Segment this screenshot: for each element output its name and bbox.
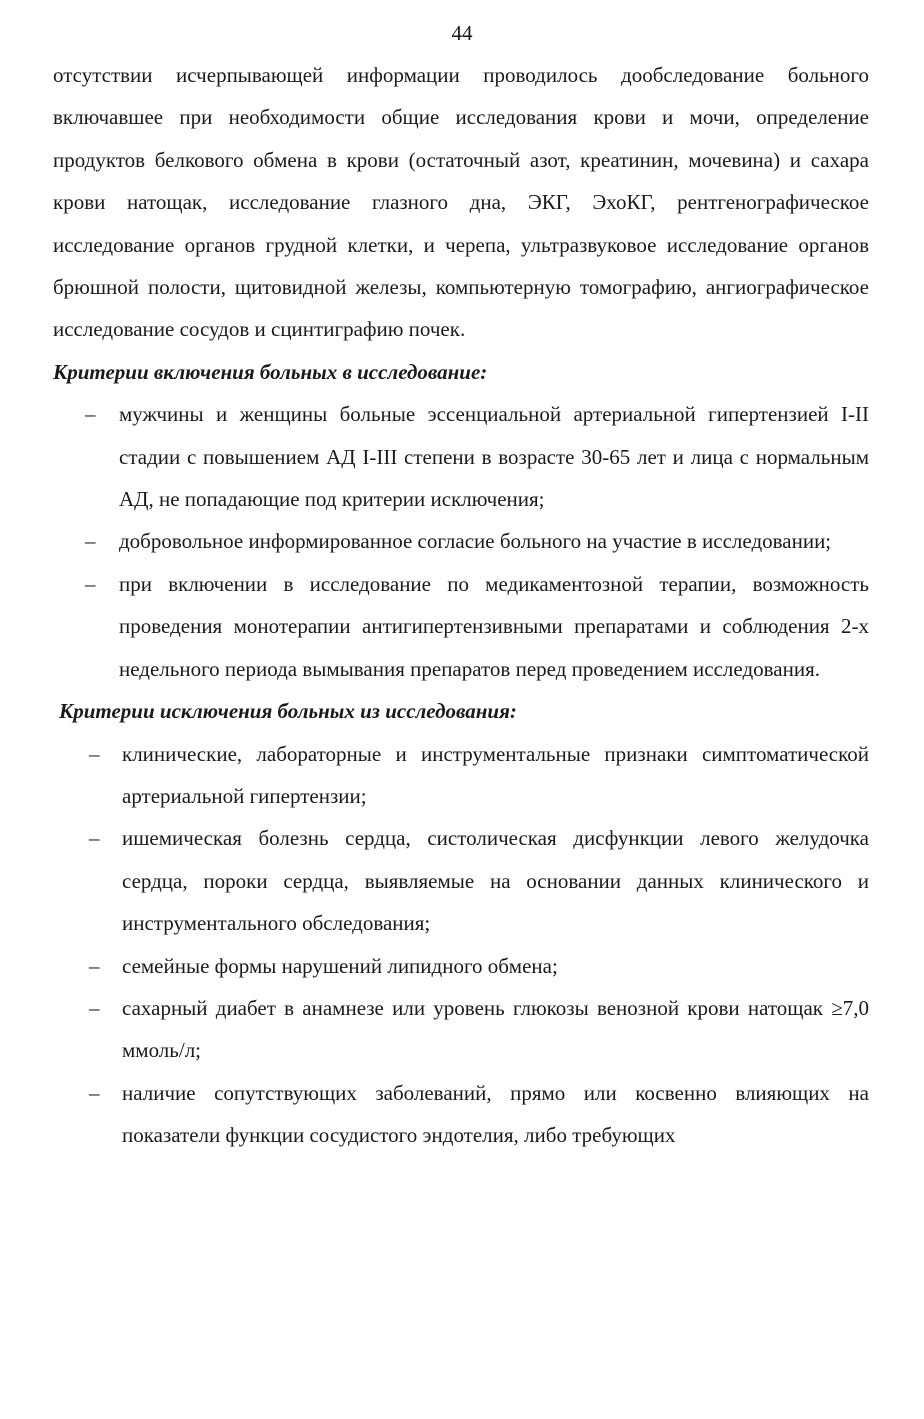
exclusion-criteria-heading: Критерии исключения больных из исследования: xyxy=(59,699,517,724)
list-item-text: сахарный диабет в анамнезе или уровень глюкозы венозной крови натощак ≥7,0 ммоль/л; xyxy=(122,995,869,1063)
list-item xyxy=(53,1072,869,1157)
inclusion-criteria-list xyxy=(53,393,869,690)
list-item xyxy=(53,817,869,944)
dash-bullet: – xyxy=(85,571,96,596)
list-item xyxy=(53,733,869,818)
list-item-text: мужчины и женщины больные эссенциальной артериальной гипертензией I-II стадии с повышением АД I-III степени в возрасте 30-65 лет и лица с нормальным АД, не попадающие под критерии исключения; xyxy=(119,402,869,512)
list-item-text: ишемическая болезнь сердца, систолическая дисфункции левого желудочка сердца, пороки сердца, выявляемые на основании данных клинического и инструментального обследования; xyxy=(122,826,869,936)
list-item xyxy=(53,945,869,987)
exclusion-criteria-list xyxy=(53,733,869,1157)
list-item xyxy=(53,563,869,690)
inclusion-criteria-heading: Критерии включения больных в исследование: xyxy=(53,359,488,384)
dash-bullet: – xyxy=(89,1080,100,1105)
dash-bullet: – xyxy=(85,529,96,554)
dash-bullet: – xyxy=(89,995,100,1020)
dash-bullet: – xyxy=(89,741,100,766)
page-number: 44 xyxy=(451,21,473,45)
page-body xyxy=(53,54,869,1157)
list-item-text: семейные формы нарушений липидного обмена; xyxy=(122,953,558,978)
list-item xyxy=(53,987,869,1072)
list-item-text: добровольное информированное согласие больного на участие в исследовании; xyxy=(119,529,832,554)
intro-paragraph: отсутствии исчерпывающей информации проводилось дообследование больного включавшее при необходимости общие исследования крови и мочи, определение продуктов белкового обмена в крови (остаточный азот, креатинин, мочевина) и сахара крови натощак, исследование глазного дна, ЭКГ, ЭхоКГ, рентгенографическое исследование органов грудной клетки, и черепа, ультразвуковое исследование органов брюшной полости, щитовидной железы, компьютерную томографию, ангиографическое исследование сосудов и сцинтиграфию почек. xyxy=(53,63,869,342)
dash-bullet: – xyxy=(89,826,100,851)
list-item xyxy=(53,393,869,520)
dash-bullet: – xyxy=(89,953,100,978)
list-item xyxy=(53,520,869,562)
list-item-text: наличие сопутствующих заболеваний, прямо или косвенно влияющих на показатели функции сосудистого эндотелия, либо требующих xyxy=(122,1080,869,1148)
list-item-text: клинические, лабораторные и инструментальные признаки симптоматической артериальной гипертензии; xyxy=(122,741,869,808)
list-item-text: при включении в исследование по медикаментозной терапии, возможность проведения монотерапии антигипертензивными препаратами и соблюдения 2-х недельного периода вымывания препаратов перед проведением исследования. xyxy=(119,571,869,681)
dash-bullet: – xyxy=(85,402,96,427)
